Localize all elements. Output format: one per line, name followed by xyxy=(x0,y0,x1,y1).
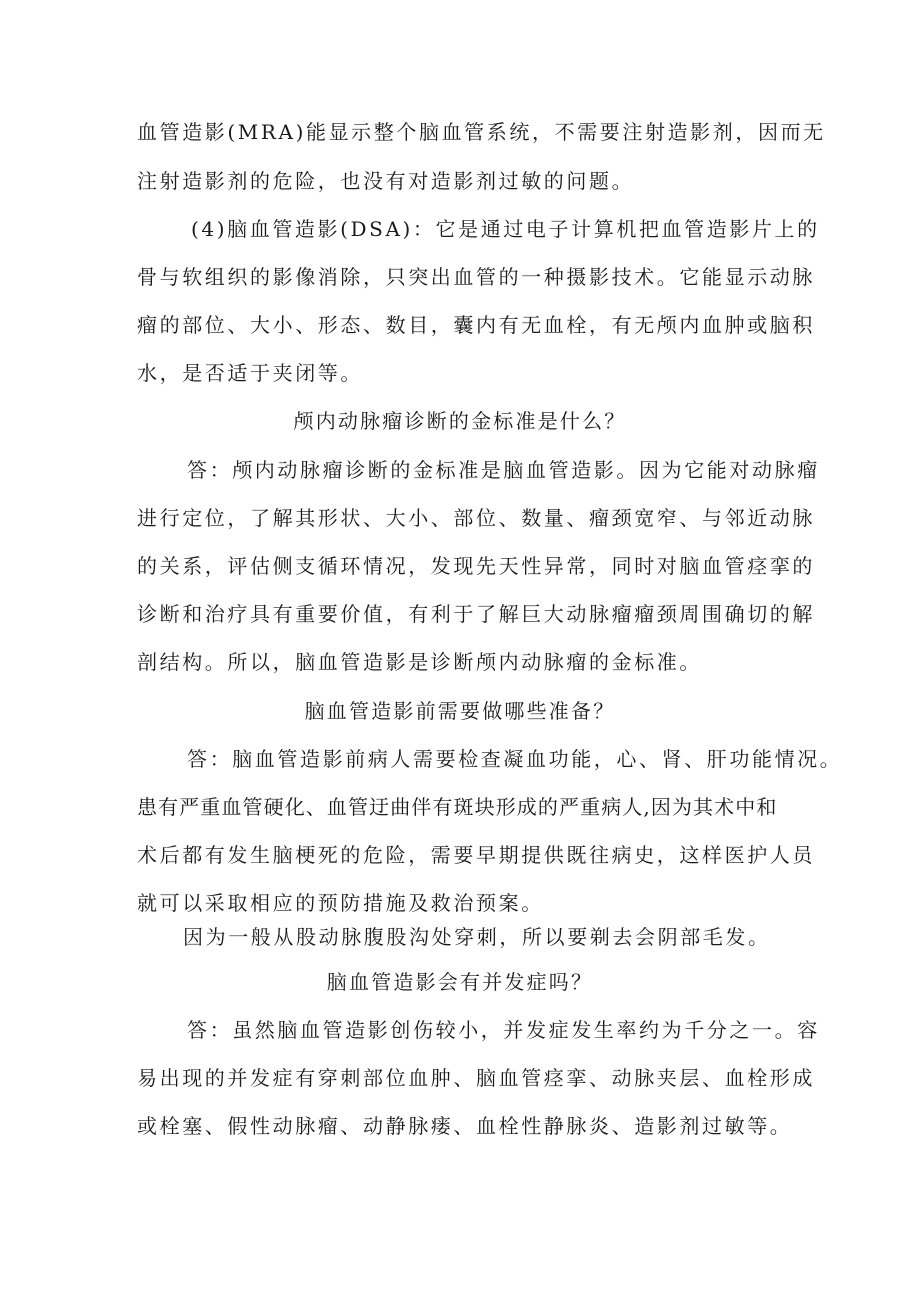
text-line: 答：脑血管造影前病人需要检查凝血功能，心、肾、肝功能情况。 xyxy=(187,747,843,771)
question-heading: 颅内动脉瘤诊断的金标准是什么？ xyxy=(293,409,627,433)
text-line: 进行定位，了解其形状、大小、部位、数量、瘤颈宽窄、与邻近动脉 xyxy=(137,506,815,530)
text-line: 剖结构。所以，脑血管造影是诊断颅内动脉瘤的金标准。 xyxy=(137,650,702,674)
text-line: 就可以采取相应的预防措施及救治预案。 xyxy=(137,891,544,915)
text-line: 水，是否适于夹闭等。 xyxy=(137,361,363,385)
question-heading: 脑血管造影会有并发症吗？ xyxy=(326,970,594,994)
text-line: (4)脑血管造影(DSA)：它是通过电子计算机把血管造影片上的 xyxy=(191,217,820,241)
text-line: 患有严重血管硬化、血管迂曲伴有斑块形成的严重病人,因为其术中和 xyxy=(137,795,778,819)
text-line: 术后都有发生脑梗死的危险，需要早期提供既往病史，这样医护人员 xyxy=(137,843,815,867)
question-heading: 脑血管造影前需要做哪些准备？ xyxy=(304,699,616,723)
text-line: 的关系，评估侧支循环情况，发现先天性异常，同时对脑血管痉挛的 xyxy=(137,554,815,578)
text-line: 注射造影剂的危险，也没有对造影剂过敏的问题。 xyxy=(137,169,635,193)
text-line: 答：虽然脑血管造影创伤较小，并发症发生率约为千分之一。容 xyxy=(187,1018,820,1042)
text-line: 瘤的部位、大小、形态、数目，囊内有无血栓，有无颅内血肿或脑积 xyxy=(137,313,815,337)
text-line: 或栓塞、假性动脉瘤、动静脉瘘、血栓性静脉炎、造影剂过敏等。 xyxy=(137,1114,793,1138)
text-line: 血管造影(MRA)能显示整个脑血管系统，不需要注射造影剂，因而无 xyxy=(137,120,826,144)
text-line: 骨与软组织的影像消除，只突出血管的一种摄影技术。它能显示动脉 xyxy=(137,265,815,289)
text-line: 诊断和治疗具有重要价值，有利于了解巨大动脉瘤瘤颈周围确切的解 xyxy=(137,602,815,626)
text-line: 因为一般从股动脉腹股沟处穿刺，所以要剃去会阴部毛发。 xyxy=(183,925,771,949)
text-line: 易出现的并发症有穿刺部位血肿、脑血管痉挛、动脉夹层、血栓形成 xyxy=(137,1066,815,1090)
text-line: 答：颅内动脉瘤诊断的金标准是脑血管造影。因为它能对动脉瘤 xyxy=(187,458,820,482)
